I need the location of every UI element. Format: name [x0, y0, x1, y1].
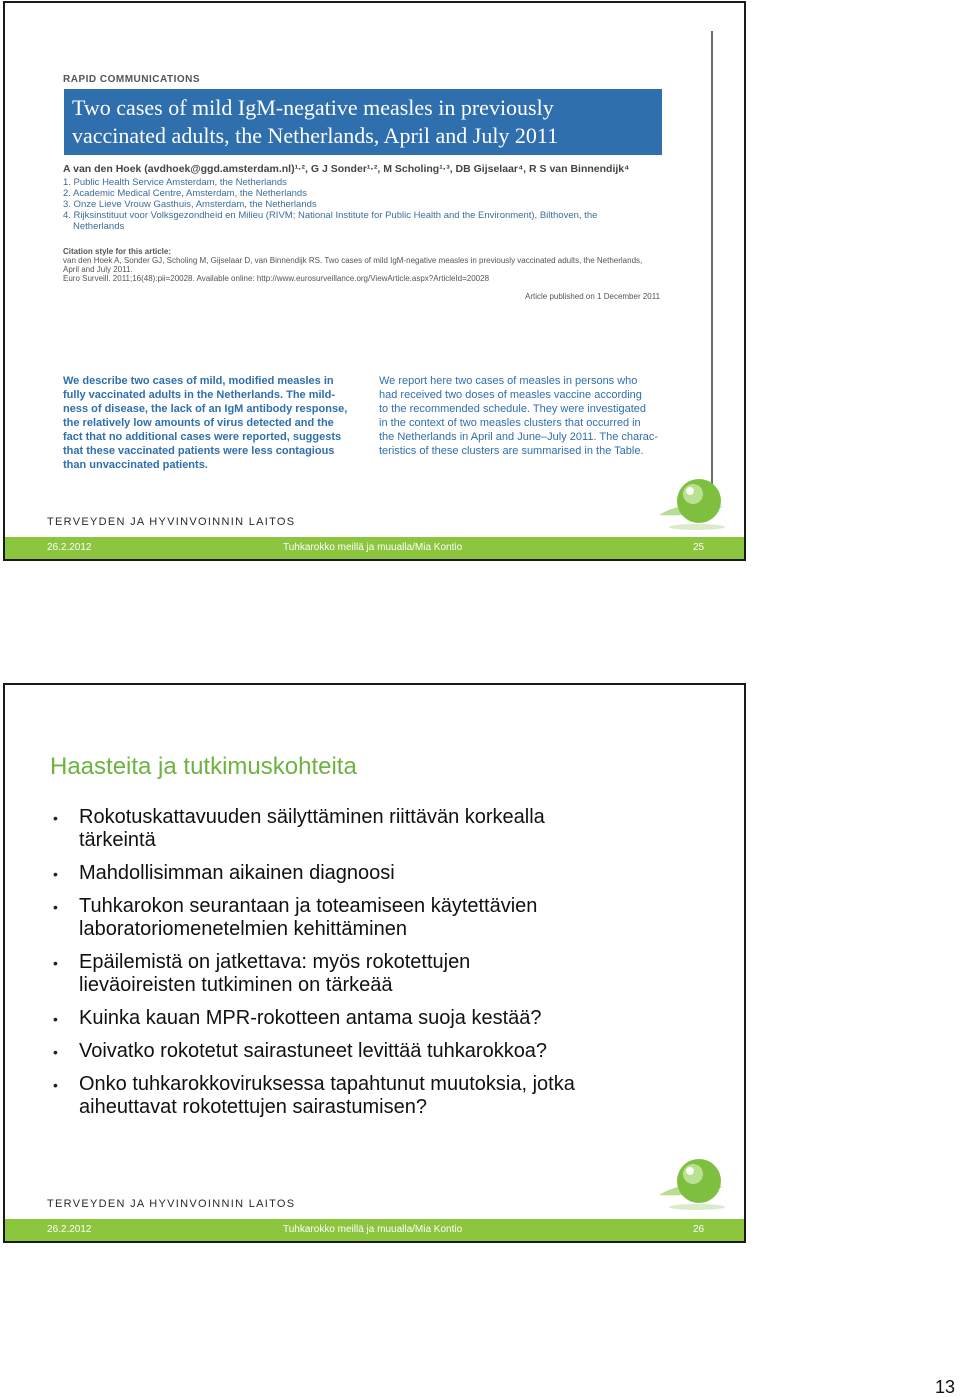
slide-heading: Haasteita ja tutkimuskohteita: [50, 753, 357, 780]
affiliation-line: Netherlands: [73, 221, 125, 232]
list-item: [47, 951, 707, 997]
bullet-text: Mahdollisimman aikainen diagnoosi: [79, 862, 395, 884]
citation-block: [63, 247, 642, 283]
slide-number: 26: [693, 1224, 705, 1235]
slide-26: [3, 683, 746, 1243]
page-number: 13: [935, 1377, 956, 1397]
green-sphere-logo-icon: [655, 1151, 735, 1211]
citation-line: van den Hoek A, Sonder GJ, Scholing M, Gijselaar D, van Binnendijk RS. Two cases of mild IgM-negative measles in previously vaccinated adults, the Netherlands,: [63, 256, 643, 265]
article-intro: [379, 374, 679, 458]
affiliations: [63, 177, 597, 232]
published-date: Article published on 1 December 2011: [525, 292, 661, 301]
abstract-line: ness of disease, the lack of an IgM antibody response,: [63, 403, 348, 415]
citation-heading: Citation style for this article:: [63, 247, 172, 256]
article-title-line: Two cases of mild IgM-negative measles in previously: [72, 95, 554, 120]
list-item: [47, 1007, 707, 1030]
bullet-text: Onko tuhkarokkoviruksessa tapahtunut muutoksia, jotka: [79, 1073, 575, 1095]
bullet-text: tärkeintä: [79, 829, 156, 851]
footer-date: 26.2.2012: [47, 542, 92, 553]
green-sphere-logo-icon: [655, 471, 735, 531]
bullet-text: Tuhkarokon seurantaan ja toteamiseen käytettävien: [79, 895, 538, 917]
footer-title: Tuhkarokko meillä ja muualla/Mia Kontio: [283, 542, 463, 553]
affiliation-line: 4. Rijksinstituut voor Volksgezondheid en Milieu (RIVM; National Institute for Public Health and the Environment), Bilthoven, the: [63, 210, 598, 221]
bullet-text: Kuinka kauan MPR-rokotteen antama suoja kestää?: [79, 1007, 542, 1029]
list-item: [47, 862, 707, 885]
footer-date: 26.2.2012: [47, 1224, 92, 1235]
bullet-icon: •: [53, 955, 58, 971]
affiliation-line: 1. Public Health Service Amsterdam, the Netherlands: [63, 177, 287, 188]
bullet-icon: •: [53, 866, 58, 882]
list-item: [47, 1040, 707, 1063]
bullet-text: laboratoriomenetelmien kehittäminen: [79, 918, 407, 940]
bullet-icon: •: [53, 899, 58, 915]
intro-line: teristics of these clusters are summarised in the Table.: [379, 445, 644, 457]
bullet-text: Voivatko rokotetut sairastuneet levittää tuhkarokkoa?: [79, 1040, 548, 1062]
bullet-icon: •: [53, 1011, 58, 1027]
organization-name: TERVEYDEN JA HYVINVOINNIN LAITOS: [47, 1198, 296, 1210]
list-item: [47, 1073, 707, 1119]
intro-line: in the context of two measles clusters that occurred in: [379, 417, 641, 429]
abstract-line: We describe two cases of mild, modified measles in: [63, 375, 334, 387]
bullet-text: lieväoireisten tutkiminen on tärkeää: [79, 974, 393, 996]
slide-footer: [5, 1219, 744, 1241]
bullet-text: Rokotuskattavuuden säilyttäminen riittävän korkealla: [79, 806, 545, 828]
citation-line: Euro Surveill. 2011;16(48):pii=20028. Available online: http://www.eurosurveillance.org/ViewArticle.aspx?ArticleId=20028: [63, 274, 490, 283]
article-abstract: [63, 374, 353, 472]
divider-line: [711, 31, 713, 493]
slide-25: [3, 1, 746, 561]
bullet-list: [47, 806, 707, 1129]
abstract-line: that these vaccinated patients were less contagious: [63, 445, 335, 457]
article-authors: A van den Hoek (avdhoek@ggd.amsterdam.nl)¹·², G J Sonder¹·², M Scholing¹·³, DB Gijselaar⁴, R S van Binnendijk⁴: [63, 163, 630, 175]
abstract-line: than unvaccinated patients.: [63, 459, 208, 471]
bullet-icon: •: [53, 1077, 58, 1093]
footer-title: Tuhkarokko meillä ja muualla/Mia Kontio: [283, 1224, 463, 1235]
abstract-line: fact that no additional cases were reported, suggests: [63, 431, 342, 443]
article-title: [64, 89, 662, 155]
citation-line: April and July 2011.: [63, 265, 133, 274]
bullet-text: Epäilemistä on jatkettava: myös rokotettujen: [79, 951, 471, 973]
bullet-icon: •: [53, 810, 58, 826]
abstract-line: the relatively low amounts of virus detected and the: [63, 417, 334, 429]
slide-footer: [5, 537, 744, 559]
intro-line: had received two doses of measles vaccine according: [379, 389, 642, 401]
intro-line: We report here two cases of measles in persons who: [379, 375, 638, 387]
affiliation-line: 3. Onze Lieve Vrouw Gasthuis, Amsterdam, the Netherlands: [63, 199, 317, 210]
section-label: RAPID COMMUNICATIONS: [63, 74, 201, 85]
article-title-line: vaccinated adults, the Netherlands, April and July 2011: [72, 123, 559, 148]
list-item: [47, 895, 707, 941]
affiliation-line: 2. Academic Medical Centre, Amsterdam, the Netherlands: [63, 188, 307, 199]
abstract-line: fully vaccinated adults in the Netherlands. The mild-: [63, 389, 335, 401]
slide-number: 25: [693, 542, 705, 553]
intro-line: the Netherlands in April and June–July 2011. The charac-: [379, 431, 659, 443]
bullet-text: aiheuttavat rokotettujen sairastumisen?: [79, 1096, 427, 1118]
bullet-icon: •: [53, 1044, 58, 1060]
list-item: [47, 806, 707, 852]
organization-name: TERVEYDEN JA HYVINVOINNIN LAITOS: [47, 516, 296, 528]
intro-line: to the recommended schedule. They were investigated: [379, 403, 647, 415]
